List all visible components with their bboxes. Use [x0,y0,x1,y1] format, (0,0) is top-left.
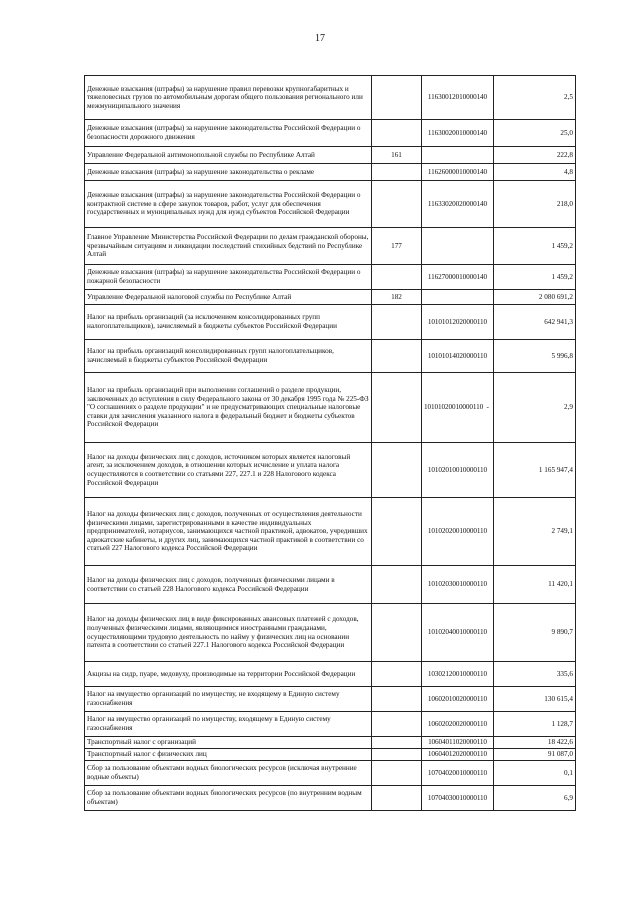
table-row [85,761,576,786]
row-name: Денежные взыскания (штрафы) за нарушение правил перевозки крупногабаритных и тяжеловесных грузов по автомобильным дорогам общего пользования регионального или межмуниципального значения [85,76,372,120]
row-name: Налог на имущество организаций по имуществу, входящему в Единую систему газоснабжения [85,712,372,737]
row-amount: 222,8 [494,147,576,164]
row-admin-code [372,749,422,761]
row-admin-code [372,687,422,712]
row-classification-code: 10101014020000110 [422,340,494,373]
table-row [85,120,576,147]
row-admin-code [372,265,422,290]
row-classification-code: 10704030010000110 [422,786,494,811]
table-row [85,749,576,761]
row-admin-code [372,443,422,498]
table-row [85,340,576,373]
table-row [85,687,576,712]
row-admin-code [372,498,422,566]
row-amount: 25,0 [494,120,576,147]
row-admin-code [372,737,422,749]
table-row [85,164,576,181]
row-name: Транспортный налог с физических лиц [85,749,372,761]
row-amount: 18 422,6 [494,737,576,749]
table-row [85,498,576,566]
row-name: Транспортный налог с организаций [85,737,372,749]
row-admin-code [372,181,422,228]
row-code-text: 10101020010000110 [424,403,484,412]
row-name: Денежные взыскания (штрафы) за нарушение законодательства Российской Федерации о безопасности дорожного движения [85,120,372,147]
row-classification-code: 10704020010000110 [422,761,494,786]
row-classification-code: 11626000010000140 [422,164,494,181]
table-row [85,265,576,290]
table-row [85,566,576,604]
table-row [85,737,576,749]
row-classification-code [422,228,494,265]
row-name: Сбор за пользование объектами водных биологических ресурсов (исключая внутренние водные объекты) [85,761,372,786]
row-classification-code: 10102020010000110 [422,498,494,566]
row-name: Денежные взыскания (штрафы) за нарушение законодательства о рекламе [85,164,372,181]
row-name: Денежные взыскания (штрафы) за нарушение законодательства Российской Федерации о контрактной системе в сфере закупок товаров, работ, услуг для обеспечения государственных и муниципальных нужд для нужд субъектов Российской Федерации [85,181,372,228]
row-classification-code: 10602020020000110 [422,712,494,737]
row-name: Денежные взыскания (штрафы) за нарушение законодательства Российской Федерации о пожарной безопасности [85,265,372,290]
row-admin-code: 182 [372,290,422,305]
row-amount: 0,1 [494,761,576,786]
row-name: Налог на доходы физических лиц с доходов, полученных от осуществления деятельности физическими лицами, зарегистрированными в качестве индивидуальных предпринимателей, нотариусов, занимающихся частной практикой, адвокатов, учредивших адвокатские кабинеты, и других лиц, занимающихся частной практикой в соответствии со статьей 227 Налогового кодекса Российской Федерации [85,498,372,566]
row-classification-code: 10102010010000110 [422,443,494,498]
row-name: Управление Федеральной антимонопольной службы по Республике Алтай [85,147,372,164]
row-mark: - [486,403,489,412]
row-classification-code: 11627000010000140 [422,265,494,290]
row-classification-code: 11630012010000140 [422,76,494,120]
row-admin-code [372,761,422,786]
row-name: Налог на доходы физических лиц в виде фиксированных авансовых платежей с доходов, полученных физическими лицами, являющимися иностранными гражданами, осуществляющими трудовую деятельность по найму у физических лиц на основании патента в соответствии со статьей 227.1 Налогового кодекса Российской Федерации [85,604,372,662]
row-amount: 335,6 [494,662,576,687]
row-amount: 6,9 [494,786,576,811]
row-classification-code: 10102040010000110 [422,604,494,662]
table-row [85,290,576,305]
table-row [85,443,576,498]
row-amount: 642 941,3 [494,305,576,340]
page-number: 17 [315,33,325,44]
row-name: Налог на доходы физических лиц с доходов, источником которых является налоговый агент, за исключением доходов, в отношении которых исчисление и уплата налога осуществляются в соответствии со статьями 227, 227.1 и 228 Налогового кодекса Российской Федерации [85,443,372,498]
row-amount: 1 459,2 [494,265,576,290]
row-amount: 130 615,4 [494,687,576,712]
row-name: Управление Федеральной налоговой службы по Республике Алтай [85,290,372,305]
row-classification-code: 11633020020000140 [422,181,494,228]
row-admin-code [372,604,422,662]
row-classification-code: 11630020010000140 [422,120,494,147]
row-admin-code [372,712,422,737]
row-admin-code [372,164,422,181]
row-amount: 1 165 947,4 [494,443,576,498]
row-classification-code [422,373,494,443]
row-amount: 11 420,1 [494,566,576,604]
row-name: Главное Управление Министерства Российской Федерации по делам гражданской обороны, чрезвычайным ситуациям и ликвидации последствий стихийных бедствий по Республике Алтай [85,228,372,265]
row-admin-code: 177 [372,228,422,265]
row-classification-code: 10604012020000110 [422,749,494,761]
row-name: Налог на прибыль организаций (за исключением консолидированных групп налогоплательщиков), зачисляемый в бюджеты субъектов Российской Федерации [85,305,372,340]
table-row [85,228,576,265]
row-name: Сбор за пользование объектами водных биологических ресурсов (по внутренним водным объектам) [85,786,372,811]
table-row [85,604,576,662]
row-admin-code [372,566,422,604]
row-name: Акцизы на сидр, пуаре, медовуху, производимые на территории Российской Федерации [85,662,372,687]
row-admin-code [372,305,422,340]
table-row [85,76,576,120]
revenue-table [84,75,576,811]
row-name: Налог на доходы физических лиц с доходов, полученных физическими лицами в соответствии со статьей 228 Налогового кодекса Российской Федерации [85,566,372,604]
row-amount: 1 459,2 [494,228,576,265]
row-classification-code: 10102030010000110 [422,566,494,604]
row-amount: 2 749,1 [494,498,576,566]
row-amount: 9 890,7 [494,604,576,662]
row-amount: 4,8 [494,164,576,181]
row-classification-code [422,147,494,164]
row-admin-code [372,76,422,120]
row-classification-code: 10101012020000110 [422,305,494,340]
row-admin-code [372,120,422,147]
row-admin-code [372,340,422,373]
row-classification-code: 10604011020000110 [422,737,494,749]
table-row [85,786,576,811]
row-amount: 5 996,8 [494,340,576,373]
row-admin-code [372,786,422,811]
row-amount: 1 128,7 [494,712,576,737]
table-row [85,181,576,228]
row-name: Налог на прибыль организаций при выполнении соглашений о разделе продукции, заключенных до вступления в силу Федерального закона от 30 декабря 1995 года № 225-ФЗ "О соглашениях о разделе продукции" и не предусматривающих специальные налоговые ставки для зачисления указанного налога в федеральный бюджет и бюджеты субъектов Российской Федерации [85,373,372,443]
row-admin-code [372,662,422,687]
table-row [85,305,576,340]
row-classification-code: 10302120010000110 [422,662,494,687]
table-row [85,662,576,687]
table-row [85,373,576,443]
row-name: Налог на имущество организаций по имуществу, не входящему в Единую систему газоснабжения [85,687,372,712]
row-amount: 91 087,0 [494,749,576,761]
row-classification-code: 10602010020000110 [422,687,494,712]
table-row [85,712,576,737]
table-row [85,147,576,164]
row-classification-code [422,290,494,305]
row-admin-code: 161 [372,147,422,164]
row-amount: 2,5 [494,76,576,120]
row-amount: 2 080 691,2 [494,290,576,305]
row-admin-code [372,373,422,443]
row-amount: 218,0 [494,181,576,228]
row-name: Налог на прибыль организаций консолидированных групп налогоплательщиков, зачисляемый в бюджеты субъектов Российской Федерации [85,340,372,373]
row-amount: 2,9 [494,373,576,443]
